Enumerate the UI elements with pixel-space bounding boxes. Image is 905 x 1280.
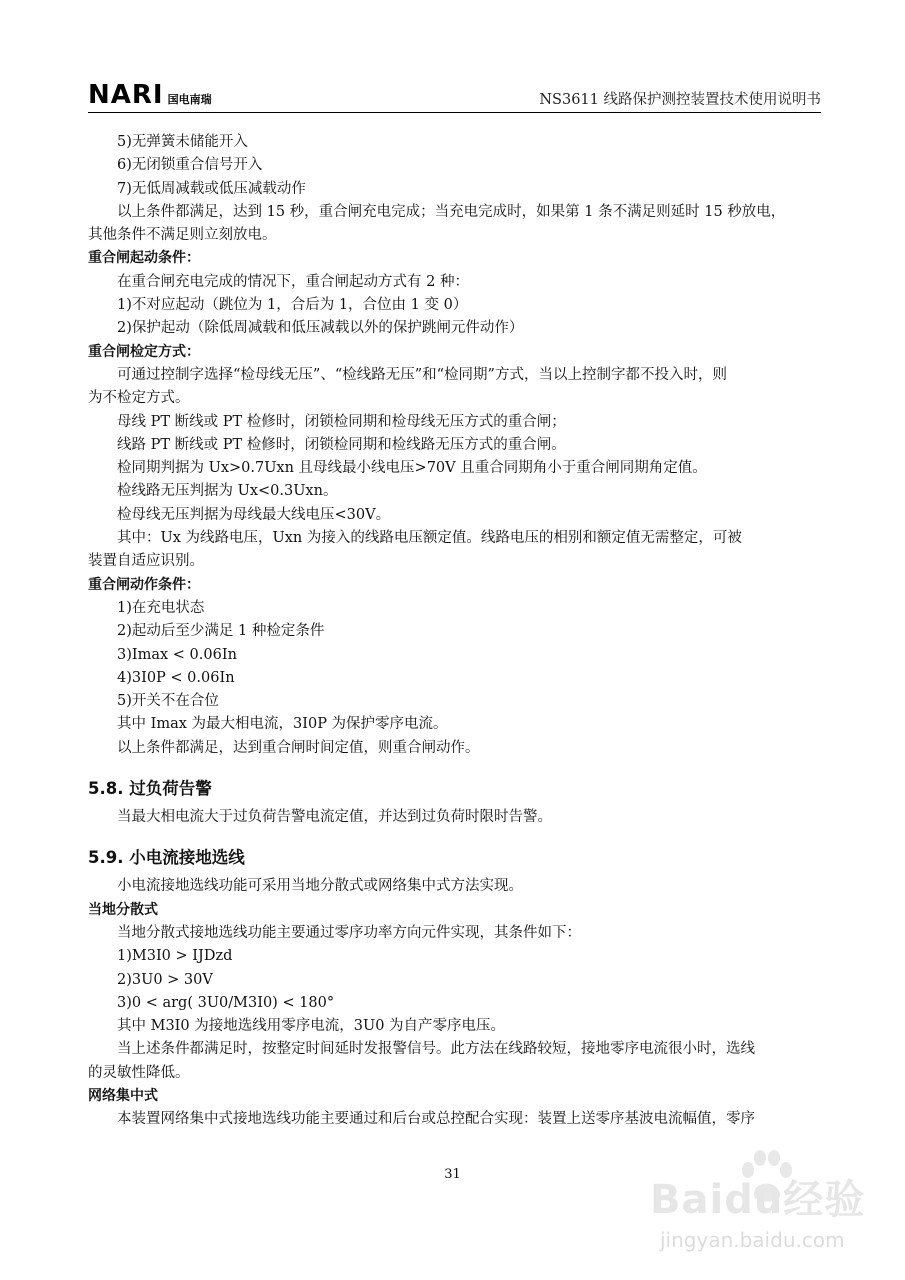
list-item: 4)3I0P < 0.06In — [117, 669, 235, 686]
watermark-url: jingyan.baidu.com — [660, 1228, 845, 1252]
subheading-reclose-start: 重合闸起动条件： — [88, 250, 200, 267]
list-item: 2)保护起动（除低周减载和低压减载以外的保护跳闸元件动作） — [117, 320, 524, 337]
paragraph-line: 可通过控制字选择“检母线无压”、“检线路无压”和“检同期”方式，当以上控制字都不投入时，则 — [117, 366, 727, 383]
subheading-reclose-action: 重合闸动作条件： — [88, 576, 200, 593]
paragraph-line: 当上述条件都满足时，按整定时间延时发报警信号。此方法在线路较短，接地零序电流很小时，选线 — [117, 1041, 755, 1058]
paragraph-line: 检线路无压判据为 Ux<0.3Uxn。 — [117, 483, 338, 500]
baidu-watermark — [640, 1148, 870, 1266]
list-item: 3)0 < arg( 3U0/M3I0) < 180° — [117, 994, 335, 1011]
watermark-brand: Baidu经验 — [650, 1177, 866, 1223]
list-item: 2)3U0 > 30V — [117, 971, 213, 988]
section-title-5-8: 5.8. 过负荷告警 — [88, 779, 212, 799]
paragraph-line: 母线 PT 断线或 PT 检修时，闭锁检同期和检母线无压方式的重合闸； — [117, 413, 566, 430]
paragraph-line: 在重合闸充电完成的情况下，重合闸起动方式有 2 种： — [117, 273, 469, 290]
paragraph-line: 检母线无压判据为母线最大线电压<30V。 — [117, 506, 391, 523]
paragraph-line: 检同期判据为 Ux>0.7Uxn 且母线最小线电压>70V 且重合同期角小于重合闸同期角定值。 — [117, 460, 707, 477]
paragraph-line: 其中 M3I0 为接地选线用零序电流，3U0 为自产零序电压。 — [117, 1018, 506, 1035]
section-title-5-9: 5.9. 小电流接地选线 — [88, 848, 245, 868]
paragraph-line: 以上条件都满足，达到重合闸时间定值，则重合闸动作。 — [117, 739, 480, 756]
header-rule — [88, 112, 821, 113]
paragraph-line: 当地分散式接地选线功能主要通过零序功率方向元件实现，其条件如下： — [117, 924, 581, 941]
list-item: 1)在充电状态 — [117, 599, 205, 616]
paragraph-line: 的灵敏性降低。 — [88, 1064, 190, 1081]
spacer — [88, 760, 818, 776]
paragraph-line: 小电流接地选线功能可采用当地分散式或网络集中式方法实现。 — [117, 878, 523, 895]
spacer — [88, 829, 818, 845]
nari-logo — [88, 80, 212, 110]
paragraph-line: 为不检定方式。 — [88, 390, 190, 407]
paragraph-line: 当最大相电流大于过负荷告警电流定值，并达到过负荷时限时告警。 — [117, 809, 552, 826]
paragraph-line: 以上条件都满足，达到 15 秒，重合闸充电完成；当充电完成时，如果第 1 条不满足则延时 15 秒放电， — [117, 203, 786, 220]
list-item: 1)不对应起动（跳位为 1，合后为 1，合位由 1 变 0） — [117, 297, 468, 314]
list-item: 7)无低周减载或低压减载动作 — [117, 180, 306, 197]
list-item: 2)起动后至少满足 1 种检定条件 — [117, 623, 325, 640]
paragraph-line: 本装置网络集中式接地选线功能主要通过和后台或总控配合实现：装置上送零序基波电流幅值，零序 — [117, 1111, 755, 1128]
page-number: 31 — [444, 1167, 461, 1182]
list-item: 5)开关不在合位 — [117, 693, 219, 710]
list-item: 6)无闭锁重合信号开入 — [117, 157, 263, 174]
page-header — [88, 78, 821, 110]
subheading-local: 当地分散式 — [88, 901, 158, 918]
paragraph-line: 其中：Ux 为线路电压，Uxn 为接入的线路电压额定值。线路电压的相别和额定值无需整定，可被 — [117, 530, 742, 547]
list-item: 5)无弹簧未储能开入 — [117, 134, 248, 150]
subheading-reclose-check: 重合闸检定方式： — [88, 343, 200, 360]
paragraph-line: 线路 PT 断线或 PT 检修时，闭锁检同期和检线路无压方式的重合闸。 — [117, 436, 566, 453]
paragraph-line: 装置自适应识别。 — [88, 553, 204, 570]
subheading-network: 网络集中式 — [88, 1087, 158, 1104]
list-item: 3)Imax < 0.06In — [117, 646, 237, 663]
page-body — [88, 131, 818, 1132]
logo-chinese-text: 国电南瑞 — [167, 93, 212, 106]
list-item: 1)M3I0 > IJDzd — [117, 948, 233, 965]
document-title: NS3611 线路保护测控装置技术使用说明书 — [539, 92, 821, 108]
paragraph-line: 其中 Imax 为最大相电流，3I0P 为保护零序电流。 — [117, 716, 448, 733]
paragraph-line: 其他条件不满足则立刻放电。 — [88, 227, 277, 244]
logo-text: NARI — [88, 80, 164, 110]
